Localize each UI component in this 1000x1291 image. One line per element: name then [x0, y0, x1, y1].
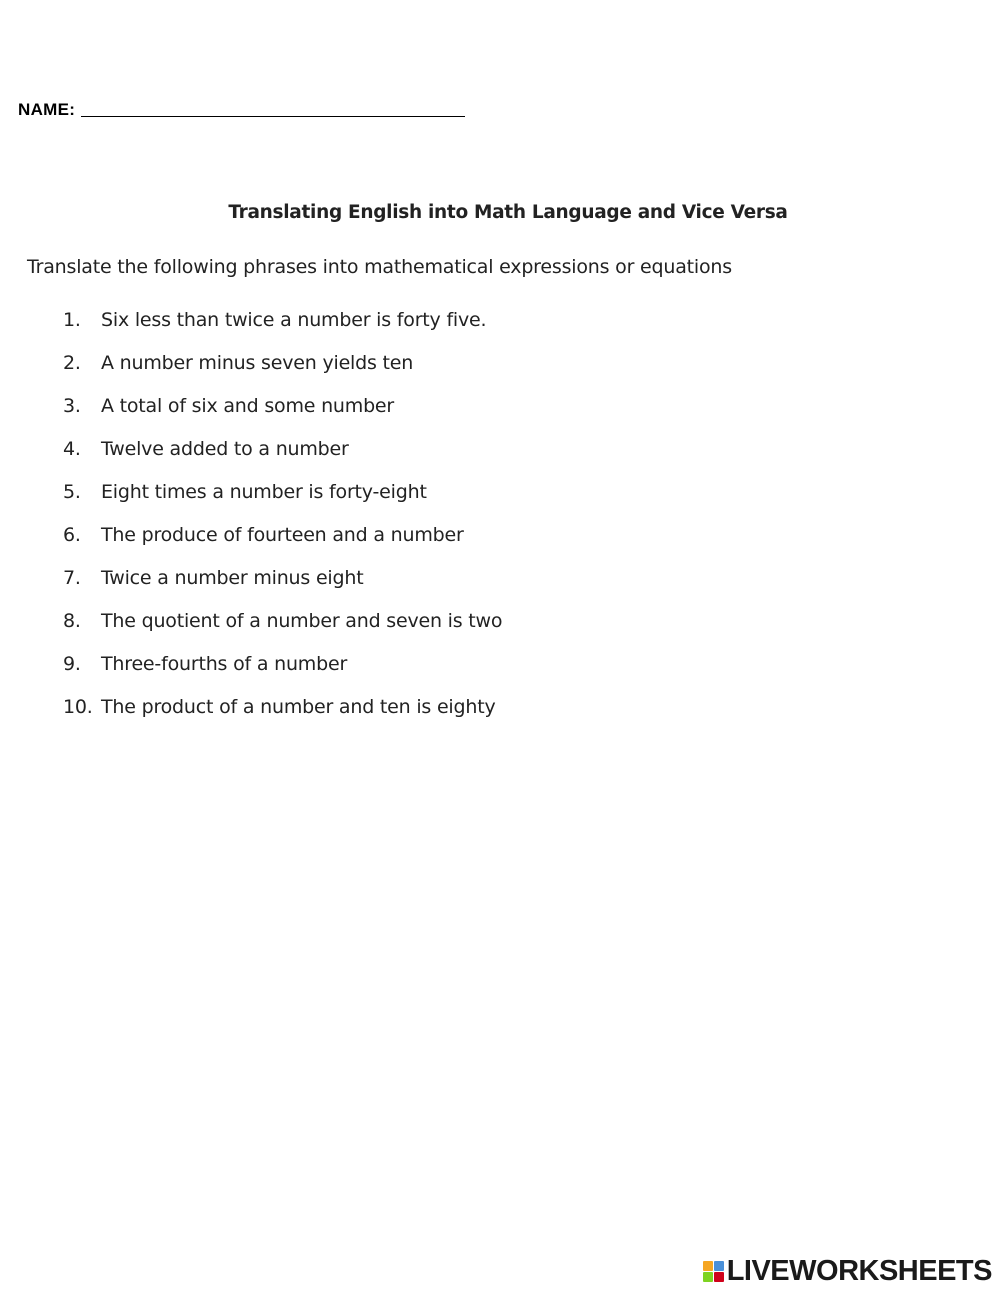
- logo-square-orange: [703, 1261, 713, 1271]
- item-number: 9.: [63, 653, 81, 675]
- instruction-text: Translate the following phrases into mathematical expressions or equations: [27, 256, 732, 278]
- item-text: Eight times a number is forty-eight: [101, 481, 427, 503]
- item-number: 6.: [63, 524, 81, 546]
- item-number: 10.: [63, 696, 93, 718]
- item-text: The product of a number and ten is eighty: [101, 696, 496, 718]
- list-item: [63, 438, 502, 481]
- item-text: The quotient of a number and seven is two: [101, 610, 503, 632]
- item-text: The produce of fourteen and a number: [101, 524, 464, 546]
- liveworksheets-logo-text: LIVEWORKSHEETS: [726, 1255, 992, 1287]
- item-text: Twice a number minus eight: [101, 567, 364, 589]
- list-item: [63, 696, 502, 739]
- liveworksheets-logo-icon: [703, 1261, 724, 1282]
- logo-square-green: [703, 1272, 713, 1282]
- logo-square-red: [714, 1272, 724, 1282]
- item-number: 2.: [63, 352, 81, 374]
- name-blank-line[interactable]: [81, 115, 465, 117]
- liveworksheets-logo[interactable]: [703, 1255, 992, 1288]
- list-item: [63, 653, 502, 696]
- item-text: A number minus seven yields ten: [101, 352, 414, 374]
- list-item: [63, 567, 502, 610]
- item-text: A total of six and some number: [101, 395, 395, 417]
- list-item: [63, 524, 502, 567]
- item-number: 3.: [63, 395, 81, 417]
- question-list: [63, 309, 502, 739]
- name-field-row: [18, 100, 465, 120]
- list-item: [63, 395, 502, 438]
- worksheet-title: Translating English into Math Language and Vice Versa: [228, 202, 788, 223]
- list-item: [63, 610, 502, 653]
- logo-square-blue: [714, 1261, 724, 1271]
- item-text: Twelve added to a number: [101, 438, 349, 460]
- item-number: 5.: [63, 481, 81, 503]
- item-number: 1.: [63, 309, 81, 331]
- item-number: 4.: [63, 438, 81, 460]
- list-item: [63, 309, 502, 352]
- name-label: NAME:: [18, 100, 76, 119]
- item-text: Three-fourths of a number: [101, 653, 348, 675]
- list-item: [63, 481, 502, 524]
- item-text: Six less than twice a number is forty five.: [101, 309, 487, 331]
- list-item: [63, 352, 502, 395]
- item-number: 8.: [63, 610, 81, 632]
- item-number: 7.: [63, 567, 81, 589]
